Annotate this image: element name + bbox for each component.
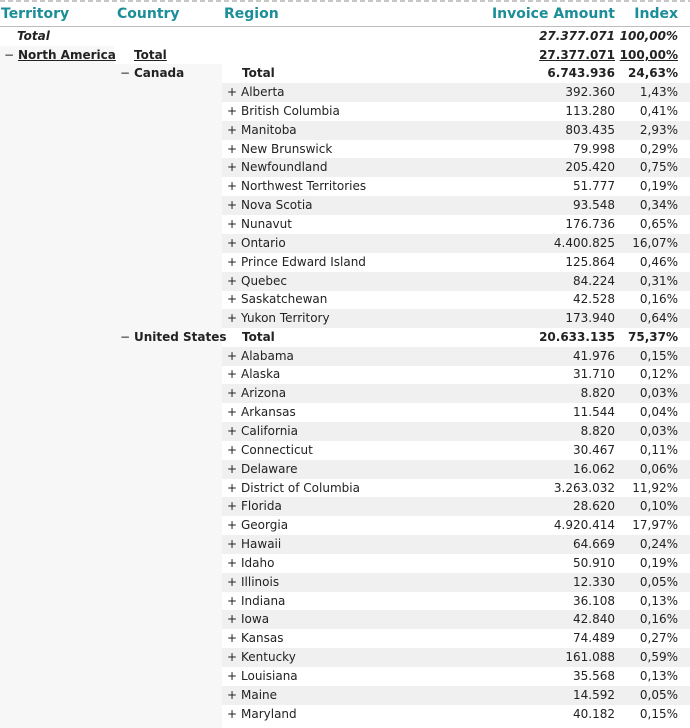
region-index: 0,59% (639, 650, 678, 665)
header-territory[interactable]: Territory (1, 6, 70, 22)
region-row (222, 648, 690, 667)
region-index: 0,24% (639, 537, 678, 551)
region-row (222, 384, 690, 403)
region-amount: 30.467 (573, 442, 615, 457)
region-amount: 84.224 (573, 273, 615, 288)
region-row (0, 629, 690, 648)
expand-region-icon[interactable]: + (227, 423, 238, 438)
region-name: Ontario (241, 235, 286, 250)
country-index: 75,37% (628, 330, 678, 344)
region-row (222, 309, 690, 328)
grand-total-amount: 27.377.071 (539, 29, 615, 43)
expand-region-icon[interactable]: + (227, 499, 238, 514)
region-name: Manitoba (241, 122, 297, 137)
region-row (0, 592, 690, 611)
region-amount: 79.998 (573, 141, 615, 156)
region-name: British Columbia (241, 103, 340, 118)
region-amount: 74.489 (573, 631, 615, 646)
region-amount: 4.400.825 (553, 235, 615, 250)
region-row (0, 554, 690, 573)
region-amount: 173.940 (565, 311, 615, 326)
country-total-label: Total (242, 330, 275, 344)
region-name: Indiana (241, 593, 286, 608)
region-amount: 42.840 (573, 612, 615, 627)
region-index: 0,15% (639, 706, 678, 721)
region-name: California (241, 423, 298, 438)
region-row (222, 573, 690, 592)
region-name: Illinois (241, 574, 280, 589)
region-row (0, 102, 690, 121)
expand-region-icon[interactable]: + (227, 235, 238, 250)
region-row (222, 686, 690, 705)
region-amount: 205.420 (565, 160, 615, 175)
region-name: Hawaii (241, 537, 282, 551)
region-index: 0,46% (639, 254, 678, 269)
expand-region-icon[interactable]: + (227, 160, 238, 175)
expand-region-icon[interactable]: + (227, 273, 238, 288)
expand-region-icon[interactable]: + (227, 292, 238, 307)
region-amount: 392.360 (565, 85, 615, 99)
collapse-territory-icon[interactable]: − (4, 48, 15, 62)
region-name: Nova Scotia (241, 198, 313, 213)
country-row-united-states (0, 328, 690, 347)
header-index[interactable]: Index (634, 6, 678, 22)
region-name: Delaware (241, 461, 298, 476)
expand-region-icon[interactable]: + (227, 480, 238, 495)
region-row (222, 497, 690, 516)
region-row (222, 422, 690, 441)
expand-region-icon[interactable]: + (227, 612, 238, 627)
region-index: 0,16% (639, 292, 678, 307)
expand-region-icon[interactable]: + (227, 593, 238, 608)
region-name: Connecticut (241, 442, 313, 457)
region-name: Louisiana (241, 669, 298, 683)
territory-total-label: Total (134, 48, 167, 62)
region-row (0, 441, 690, 460)
header-region[interactable]: Region (224, 6, 279, 22)
region-index: 0,10% (639, 499, 678, 514)
grand-total-label: Total (17, 29, 50, 43)
region-row (0, 516, 690, 535)
region-name: Yukon Territory (241, 311, 330, 326)
expand-region-icon[interactable]: + (227, 555, 238, 570)
expand-region-icon[interactable]: + (227, 141, 238, 156)
expand-region-icon[interactable]: + (227, 574, 238, 589)
region-row (222, 234, 690, 253)
territory-index: 100,00% (619, 48, 678, 62)
expand-region-icon[interactable]: + (227, 461, 238, 476)
region-name: New Brunswick (241, 141, 333, 156)
region-index: 0,65% (639, 217, 678, 231)
region-row (0, 705, 690, 724)
expand-region-icon[interactable]: + (227, 442, 238, 457)
region-index: 0,15% (639, 348, 678, 363)
region-name: Idaho (241, 555, 275, 570)
region-index: 0,31% (639, 273, 678, 288)
region-index: 0,27% (639, 631, 678, 646)
expand-region-icon[interactable]: + (227, 669, 238, 683)
region-amount: 31.710 (573, 367, 615, 382)
region-amount: 8.820 (580, 386, 615, 401)
expand-region-icon[interactable]: + (227, 687, 238, 702)
region-amount: 11.544 (573, 405, 615, 420)
expand-region-icon[interactable]: + (227, 650, 238, 665)
region-row (0, 479, 690, 498)
region-name: Florida (241, 499, 282, 514)
region-name: Arizona (241, 386, 287, 401)
expand-region-icon[interactable]: + (227, 254, 238, 269)
region-amount: 50.910 (573, 555, 615, 570)
expand-region-icon[interactable]: + (227, 311, 238, 326)
country-row-canada (0, 64, 690, 83)
country-label[interactable]: Canada (134, 66, 185, 80)
region-row (222, 121, 690, 140)
region-amount: 12.330 (573, 574, 615, 589)
region-name: Georgia (241, 518, 289, 533)
region-amount: 125.864 (565, 254, 615, 269)
region-name: Alaska (241, 367, 281, 382)
column-header-row (0, 6, 690, 27)
territory-row-north-america (0, 46, 690, 65)
region-name: Iowa (241, 612, 270, 627)
country-index: 24,63% (628, 66, 678, 80)
region-row (222, 460, 690, 479)
region-amount: 4.920.414 (553, 518, 615, 533)
region-row (0, 403, 690, 422)
region-name: Kentucky (241, 650, 296, 665)
territory-label[interactable]: North America (18, 48, 116, 62)
region-index: 1,43% (639, 85, 678, 99)
country-label[interactable]: United States (134, 330, 227, 344)
region-name: Maryland (241, 706, 297, 721)
region-name: Maine (241, 687, 278, 702)
region-index: 0,06% (639, 461, 678, 476)
region-index: 2,93% (639, 122, 678, 137)
territory-amount: 27.377.071 (539, 48, 615, 62)
region-amount: 41.976 (573, 348, 615, 363)
region-row (222, 347, 690, 366)
region-index: 0,04% (639, 405, 678, 420)
region-index: 0,11% (639, 442, 678, 457)
country-amount: 6.743.936 (547, 66, 615, 80)
region-row (0, 667, 690, 686)
region-index: 0,19% (639, 555, 678, 570)
expand-region-icon[interactable]: + (227, 103, 238, 118)
expand-region-icon[interactable]: + (227, 348, 238, 363)
region-name: Northwest Territories (241, 179, 367, 194)
region-index: 0,75% (639, 160, 678, 175)
region-row (0, 290, 690, 309)
region-amount: 3.263.032 (553, 480, 615, 495)
expand-region-icon[interactable]: + (227, 198, 238, 213)
region-index: 16,07% (632, 235, 678, 250)
region-index: 17,97% (632, 518, 678, 533)
region-index: 0,41% (639, 103, 678, 118)
region-amount: 51.777 (573, 179, 615, 194)
region-amount: 803.435 (565, 122, 615, 137)
region-name: Newfoundland (241, 160, 328, 175)
region-index: 0,19% (639, 179, 678, 194)
region-row (222, 83, 690, 102)
region-amount: 93.548 (573, 198, 615, 213)
region-row (222, 535, 690, 554)
collapse-country-icon[interactable]: − (120, 66, 131, 80)
grand-total-row (0, 27, 690, 46)
region-row (0, 215, 690, 234)
region-index: 0,64% (639, 311, 678, 326)
country-total-label: Total (242, 66, 275, 80)
region-index: 0,12% (639, 367, 678, 382)
region-name: Quebec (241, 273, 288, 288)
expand-region-icon[interactable]: + (227, 706, 238, 721)
expand-region-icon[interactable]: + (227, 217, 238, 231)
collapse-country-icon[interactable]: − (120, 330, 131, 344)
region-row (0, 177, 690, 196)
region-row (222, 272, 690, 291)
expand-region-icon[interactable]: + (227, 386, 238, 401)
region-amount: 64.669 (573, 537, 615, 551)
region-name: Nunavut (241, 217, 292, 231)
region-index: 0,16% (639, 612, 678, 627)
region-amount: 42.528 (573, 292, 615, 307)
region-row (222, 610, 690, 629)
region-index: 0,34% (639, 198, 678, 213)
region-amount: 176.736 (565, 217, 615, 231)
region-index: 0,03% (639, 423, 678, 438)
region-amount: 28.620 (573, 499, 615, 514)
top-dashed-border (0, 0, 690, 2)
expand-region-icon[interactable]: + (227, 518, 238, 533)
region-name: Kansas (241, 631, 284, 646)
region-name: Prince Edward Island (241, 254, 366, 269)
region-index: 0,29% (639, 141, 678, 156)
region-index: 0,05% (639, 687, 678, 702)
region-row (222, 158, 690, 177)
expand-region-icon[interactable]: + (227, 405, 238, 420)
region-index: 0,03% (639, 386, 678, 401)
region-amount: 35.568 (573, 669, 615, 683)
expand-region-icon[interactable]: + (227, 537, 238, 551)
region-amount: 16.062 (573, 461, 615, 476)
region-amount: 36.108 (573, 593, 615, 608)
region-row (0, 140, 690, 159)
country-amount: 20.633.135 (539, 330, 615, 344)
region-index: 11,92% (632, 480, 678, 495)
region-name: Saskatchewan (241, 292, 328, 307)
expand-region-icon[interactable]: + (227, 122, 238, 137)
region-name: Arkansas (241, 405, 296, 420)
expand-region-icon[interactable]: + (227, 367, 238, 382)
header-invoice-amount[interactable]: Invoice Amount (491, 6, 615, 22)
region-row (0, 365, 690, 384)
header-country[interactable]: Country (117, 6, 180, 22)
region-amount: 113.280 (565, 103, 615, 118)
region-row (0, 253, 690, 272)
region-index: 0,05% (639, 574, 678, 589)
region-name: Alabama (241, 348, 294, 363)
region-amount: 40.182 (573, 706, 615, 721)
grand-total-index: 100,00% (619, 29, 678, 43)
expand-region-icon[interactable]: + (227, 179, 238, 194)
region-index: 0,13% (639, 669, 678, 683)
region-row (222, 196, 690, 215)
region-name: Alberta (241, 85, 285, 99)
region-amount: 161.088 (565, 650, 615, 665)
region-index: 0,13% (639, 593, 678, 608)
region-name: District of Columbia (241, 480, 360, 495)
region-amount: 14.592 (573, 687, 615, 702)
region-amount: 8.820 (580, 423, 615, 438)
expand-region-icon[interactable]: + (227, 85, 238, 99)
expand-region-icon[interactable]: + (227, 631, 238, 646)
